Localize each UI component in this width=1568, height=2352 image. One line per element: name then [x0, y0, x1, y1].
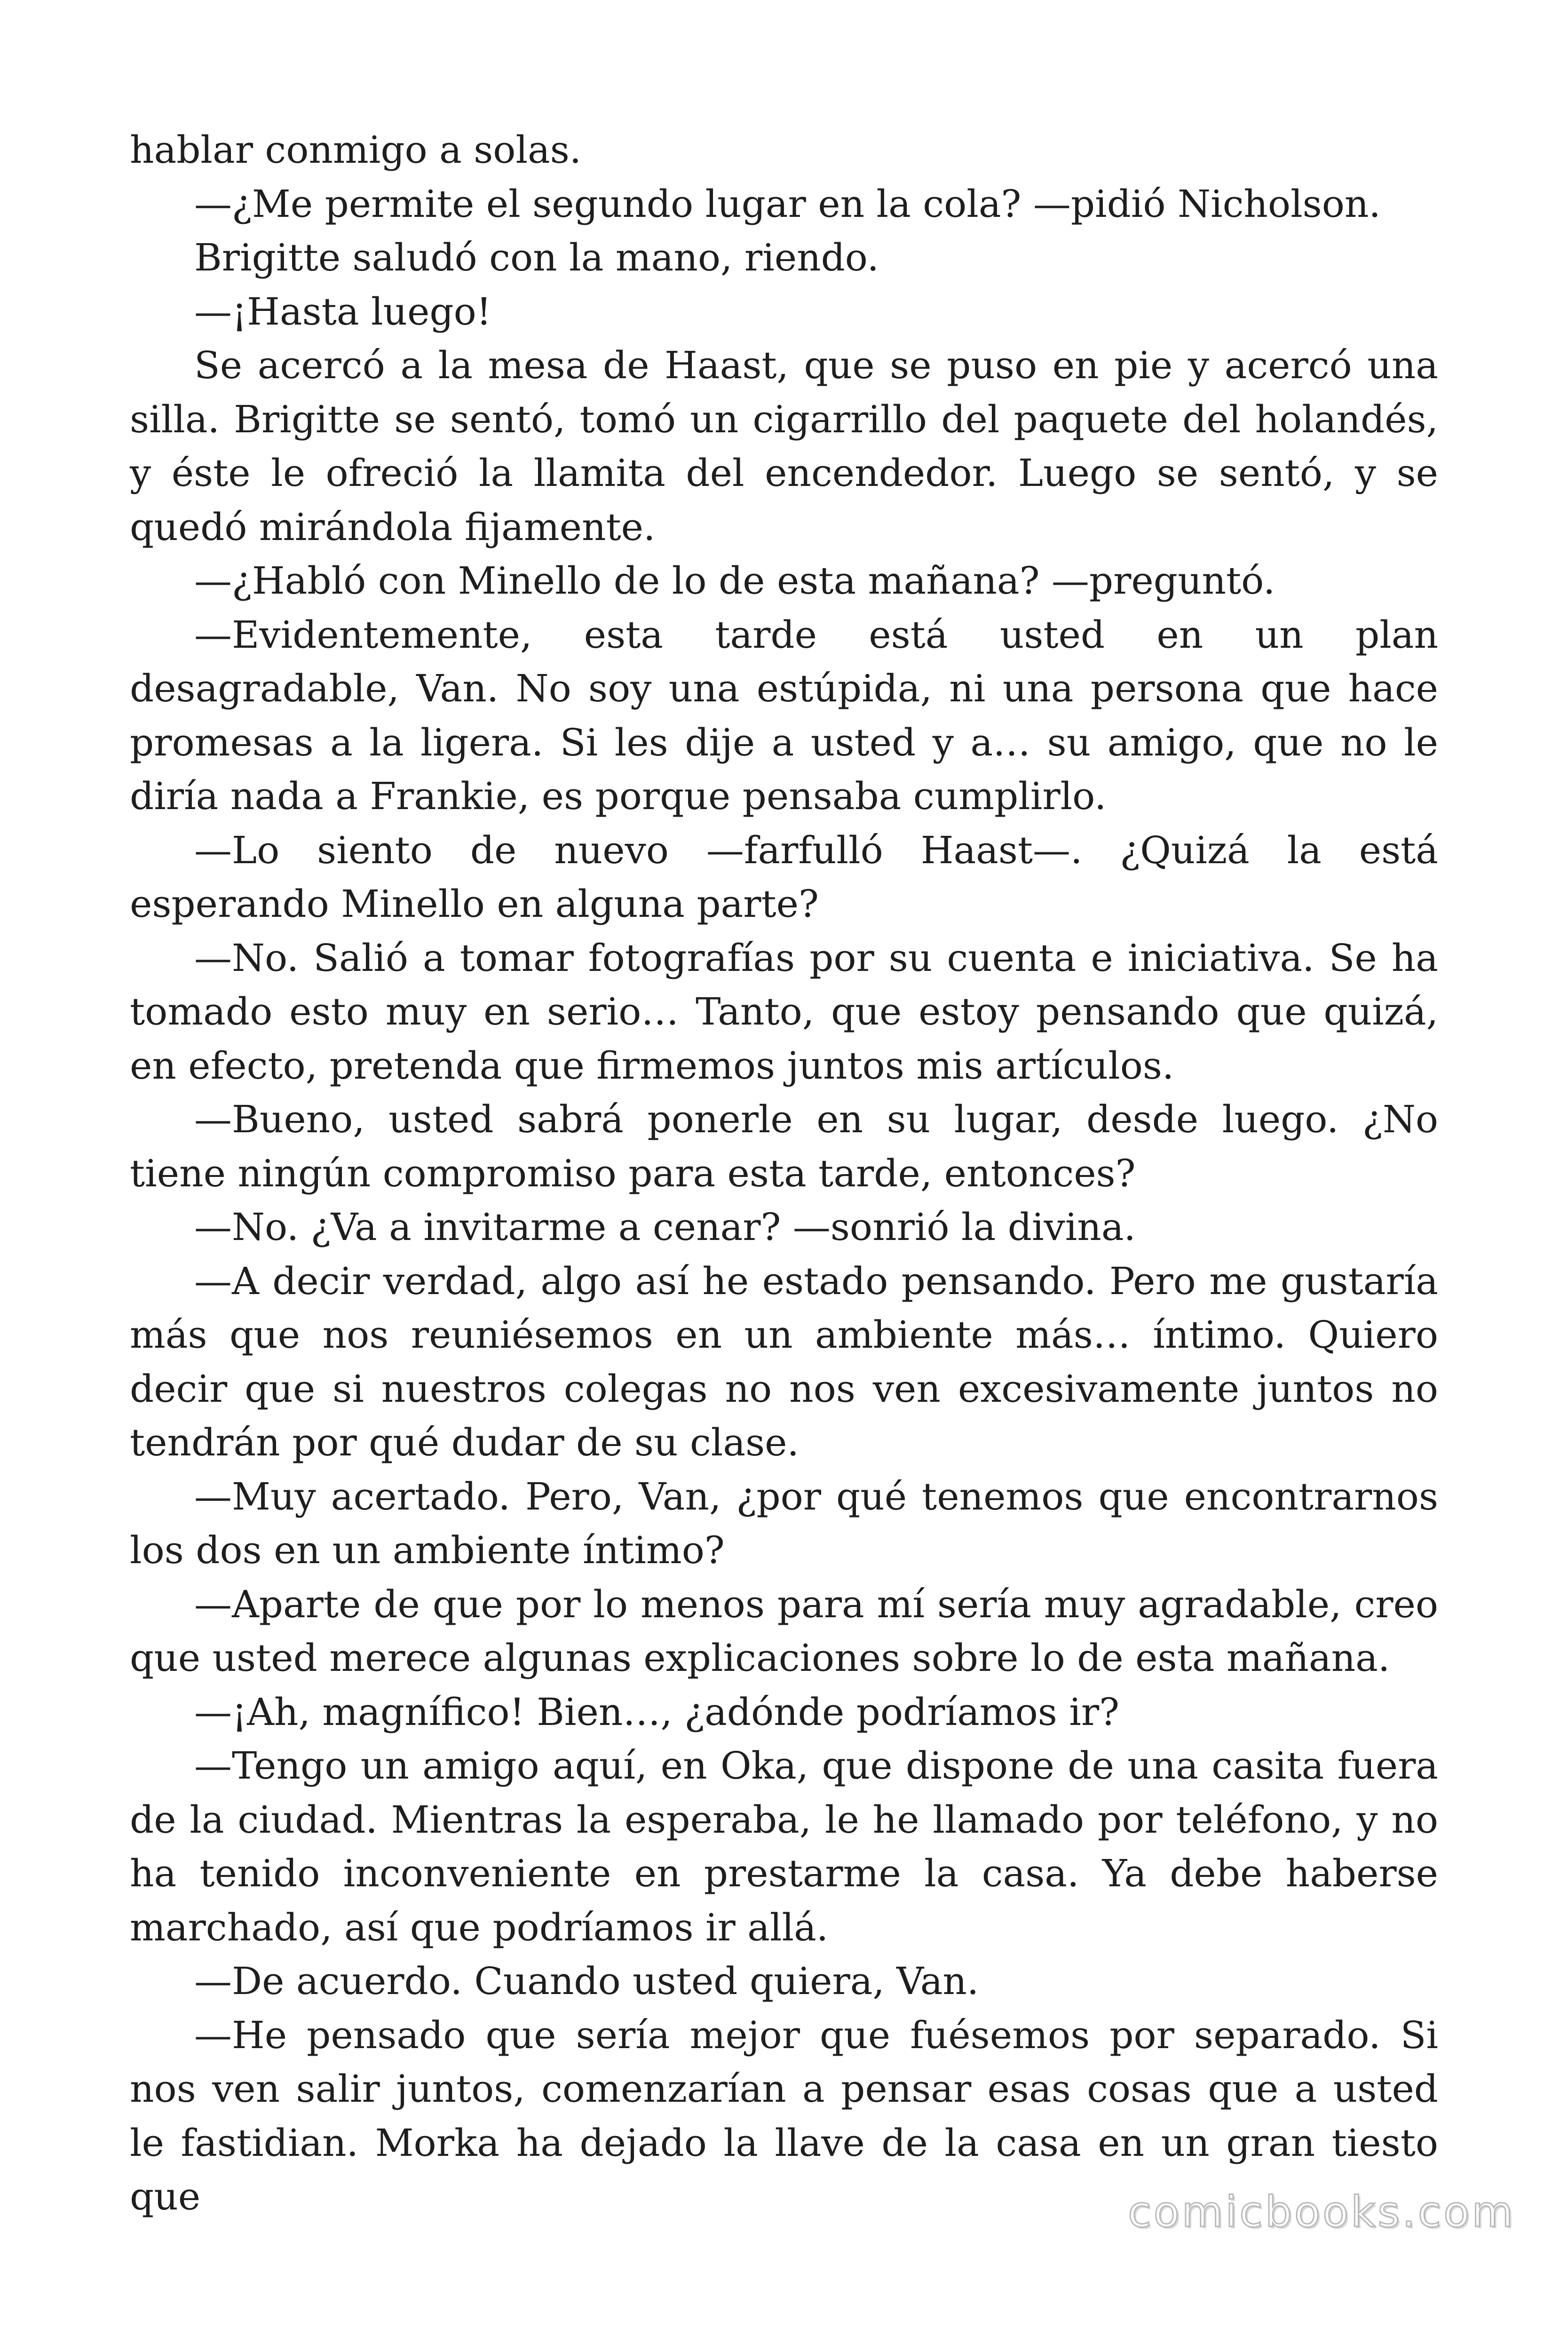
paragraph: —¡Ah, magnífico! Bien…, ¿adónde podríamos ir?	[194, 1690, 1119, 1734]
paragraph: —Evidentemente, esta tarde está usted en un plan desagradable, Van. No soy una estúpida, ni una persona que hace promesas a la ligera. Si les dije a usted y a… su amigo, que no le diría nada a Frankie, es porque pensaba cumplirlo.	[130, 612, 1438, 818]
paragraph: —Bueno, usted sabrá ponerle en su lugar, desde luego. ¿No tiene ningún compromiso para esta tarde, entonces?	[130, 1097, 1438, 1195]
watermark-logo: comicbooks.com	[1128, 2187, 1515, 2237]
paragraph: —A decir verdad, algo así he estado pensando. Pero me gustaría más que nos reuniésemos en un ambiente más… íntimo. Quiero decir que si nuestros colegas no nos ven excesivamente juntos no tendrán por qué dudar de su clase.	[130, 1259, 1438, 1464]
paragraph: —Muy acertado. Pero, Van, ¿por qué tenemos que encontrarnos los dos en un ambiente íntimo?	[130, 1474, 1438, 1572]
paragraph: —Aparte de que por lo menos para mí sería muy agradable, creo que usted merece algunas explicaciones sobre lo de esta mañana.	[130, 1582, 1438, 1680]
paragraph: —Tengo un amigo aquí, en Oka, que dispone de una casita fuera de la ciudad. Mientras la esperaba, le he llamado por teléfono, y no ha tenido inconveniente en prestarme la casa. Ya debe haberse marchado, así que podríamos ir allá.	[130, 1744, 1438, 1949]
book-page-text	[130, 123, 1438, 2224]
paragraph: —De acuerdo. Cuando usted quiera, Van.	[194, 1959, 979, 2003]
paragraph: —¿Me permite el segundo lugar en la cola? —pidió Nicholson.	[194, 182, 1381, 226]
paragraph: hablar conmigo a solas.	[130, 128, 582, 172]
paragraph: —He pensado que sería mejor que fuésemos por separado. Si nos ven salir juntos, comenzarían a pensar esas cosas que a usted le fastidian. Morka ha dejado la llave de la casa en un gran tiesto que	[130, 2013, 1438, 2218]
paragraph: Brigitte saludó con la mano, riendo.	[194, 236, 879, 279]
paragraph: —¿Habló con Minello de lo de esta mañana? —preguntó.	[194, 559, 1275, 603]
paragraph: Se acercó a la mesa de Haast, que se puso en pie y acercó una silla. Brigitte se sentó, tomó un cigarrillo del paquete del holandés, y éste le ofreció la llamita del encendedor. Luego se sentó, y se quedó mirándola fijamente.	[130, 343, 1438, 549]
paragraph: —No. ¿Va a invitarme a cenar? —sonrió la divina.	[194, 1205, 1136, 1249]
paragraph: —No. Salió a tomar fotografías por su cuenta e iniciativa. Se ha tomado esto muy en serio… Tanto, que estoy pensando que quizá, en efecto, pretenda que firmemos juntos mis artículos.	[130, 936, 1438, 1088]
paragraph: —¡Hasta luego!	[194, 289, 491, 334]
paragraph: —Lo siento de nuevo —farfulló Haast—. ¿Quizá la está esperando Minello en alguna parte?	[130, 828, 1438, 926]
